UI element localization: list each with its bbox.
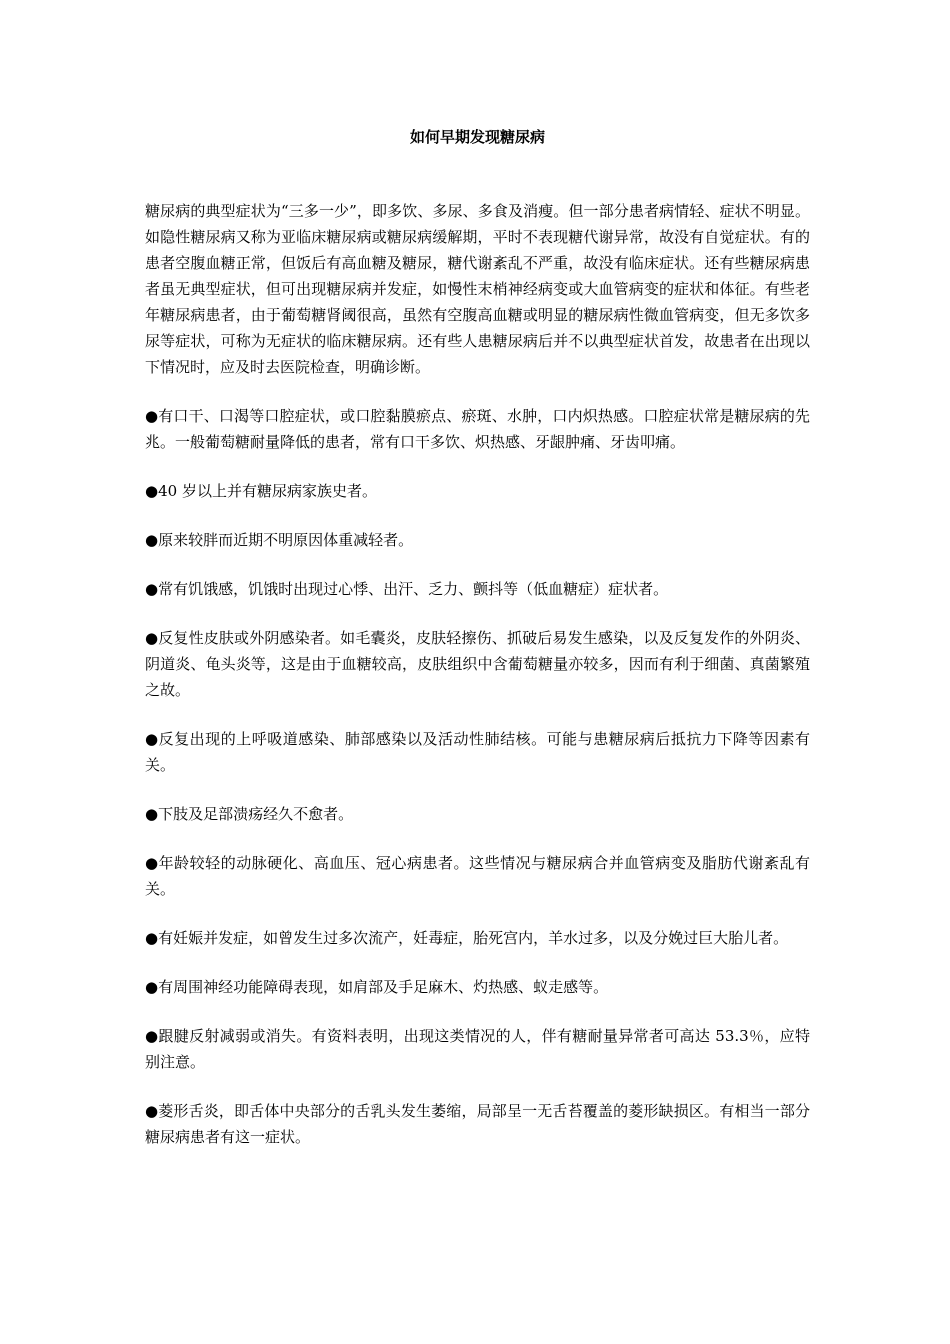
document-body — [145, 198, 810, 1173]
list-item: ●有妊娠并发症，如曾发生过多次流产，妊毒症，胎死宫内，羊水过多，以及分娩过巨大胎儿者。 — [145, 929, 789, 947]
list-item: ●反复性皮肤或外阴感染者。如毛囊炎，皮肤轻擦伤、抓破后易发生感染，以及反复发作的外阴炎、阴道炎、龟头炎等，这是由于血糖较高，皮肤组织中含葡萄糖量亦较多，因而有利于细菌、真菌繁殖之故。 — [145, 629, 810, 699]
intro-paragraph: 糖尿病的典型症状为“三多一少”，即多饮、多尿、多食及消瘦。但一部分患者病情轻、症状不明显。如隐性糖尿病又称为亚临床糖尿病或糖尿病缓解期，平时不表现糖代谢异常，故没有自觉症状。有的患者空腹血糖正常，但饭后有高血糖及糖尿，糖代谢紊乱不严重，故没有临床症状。还有些糖尿病患者虽无典型症状，但可出现糖尿病并发症，如慢性末梢神经病变或大血管病变的症状和体征。有些老年糖尿病患者，由于葡萄糖肾阈很高，虽然有空腹高血糖或明显的糖尿病性微血管病变，但无多饮多尿等症状，可称为无症状的临床糖尿病。还有些人患糖尿病后并不以典型症状首发，故患者在出现以下情况时，应及时去医院检查，明确诊断。 — [145, 202, 810, 376]
list-item: ●下肢及足部溃疡经久不愈者。 — [145, 805, 354, 823]
list-item: ●菱形舌炎，即舌体中央部分的舌乳头发生萎缩，局部呈一无舌苔覆盖的菱形缺损区。有相当一部分糖尿病患者有这一症状。 — [145, 1102, 810, 1146]
list-item: ●常有饥饿感，饥饿时出现过心悸、出汗、乏力、颤抖等（低血糖症）症状者。 — [145, 580, 669, 598]
document-title: 如何早期发现糖尿病 — [409, 128, 545, 146]
list-item: ●40 岁以上并有糖尿病家族史者。 — [145, 482, 377, 500]
list-item: ●反复出现的上呼吸道感染、肺部感染以及活动性肺结核。可能与患糖尿病后抵抗力下降等因素有关。 — [145, 730, 810, 774]
list-item: ●年龄较轻的动脉硬化、高血压、冠心病患者。这些情况与糖尿病合并血管病变及脂肪代谢紊乱有关。 — [145, 854, 810, 898]
list-item: ●有口干、口渴等口腔症状，或口腔黏膜瘀点、瘀斑、水肿，口内炽热感。口腔症状常是糖尿病的先兆。一般葡萄糖耐量降低的患者，常有口干多饮、炽热感、牙龈肿痛、牙齿叩痛。 — [145, 407, 810, 451]
list-item: ●原来较胖而近期不明原因体重减轻者。 — [145, 531, 414, 549]
list-item: ●跟腱反射减弱或消失。有资料表明，出现这类情况的人，伴有糖耐量异常者可高达 53.3％，应特别注意。 — [145, 1027, 810, 1071]
list-item: ●有周围神经功能障碍表现，如肩部及手足麻木、灼热感、蚁走感等。 — [145, 978, 609, 996]
